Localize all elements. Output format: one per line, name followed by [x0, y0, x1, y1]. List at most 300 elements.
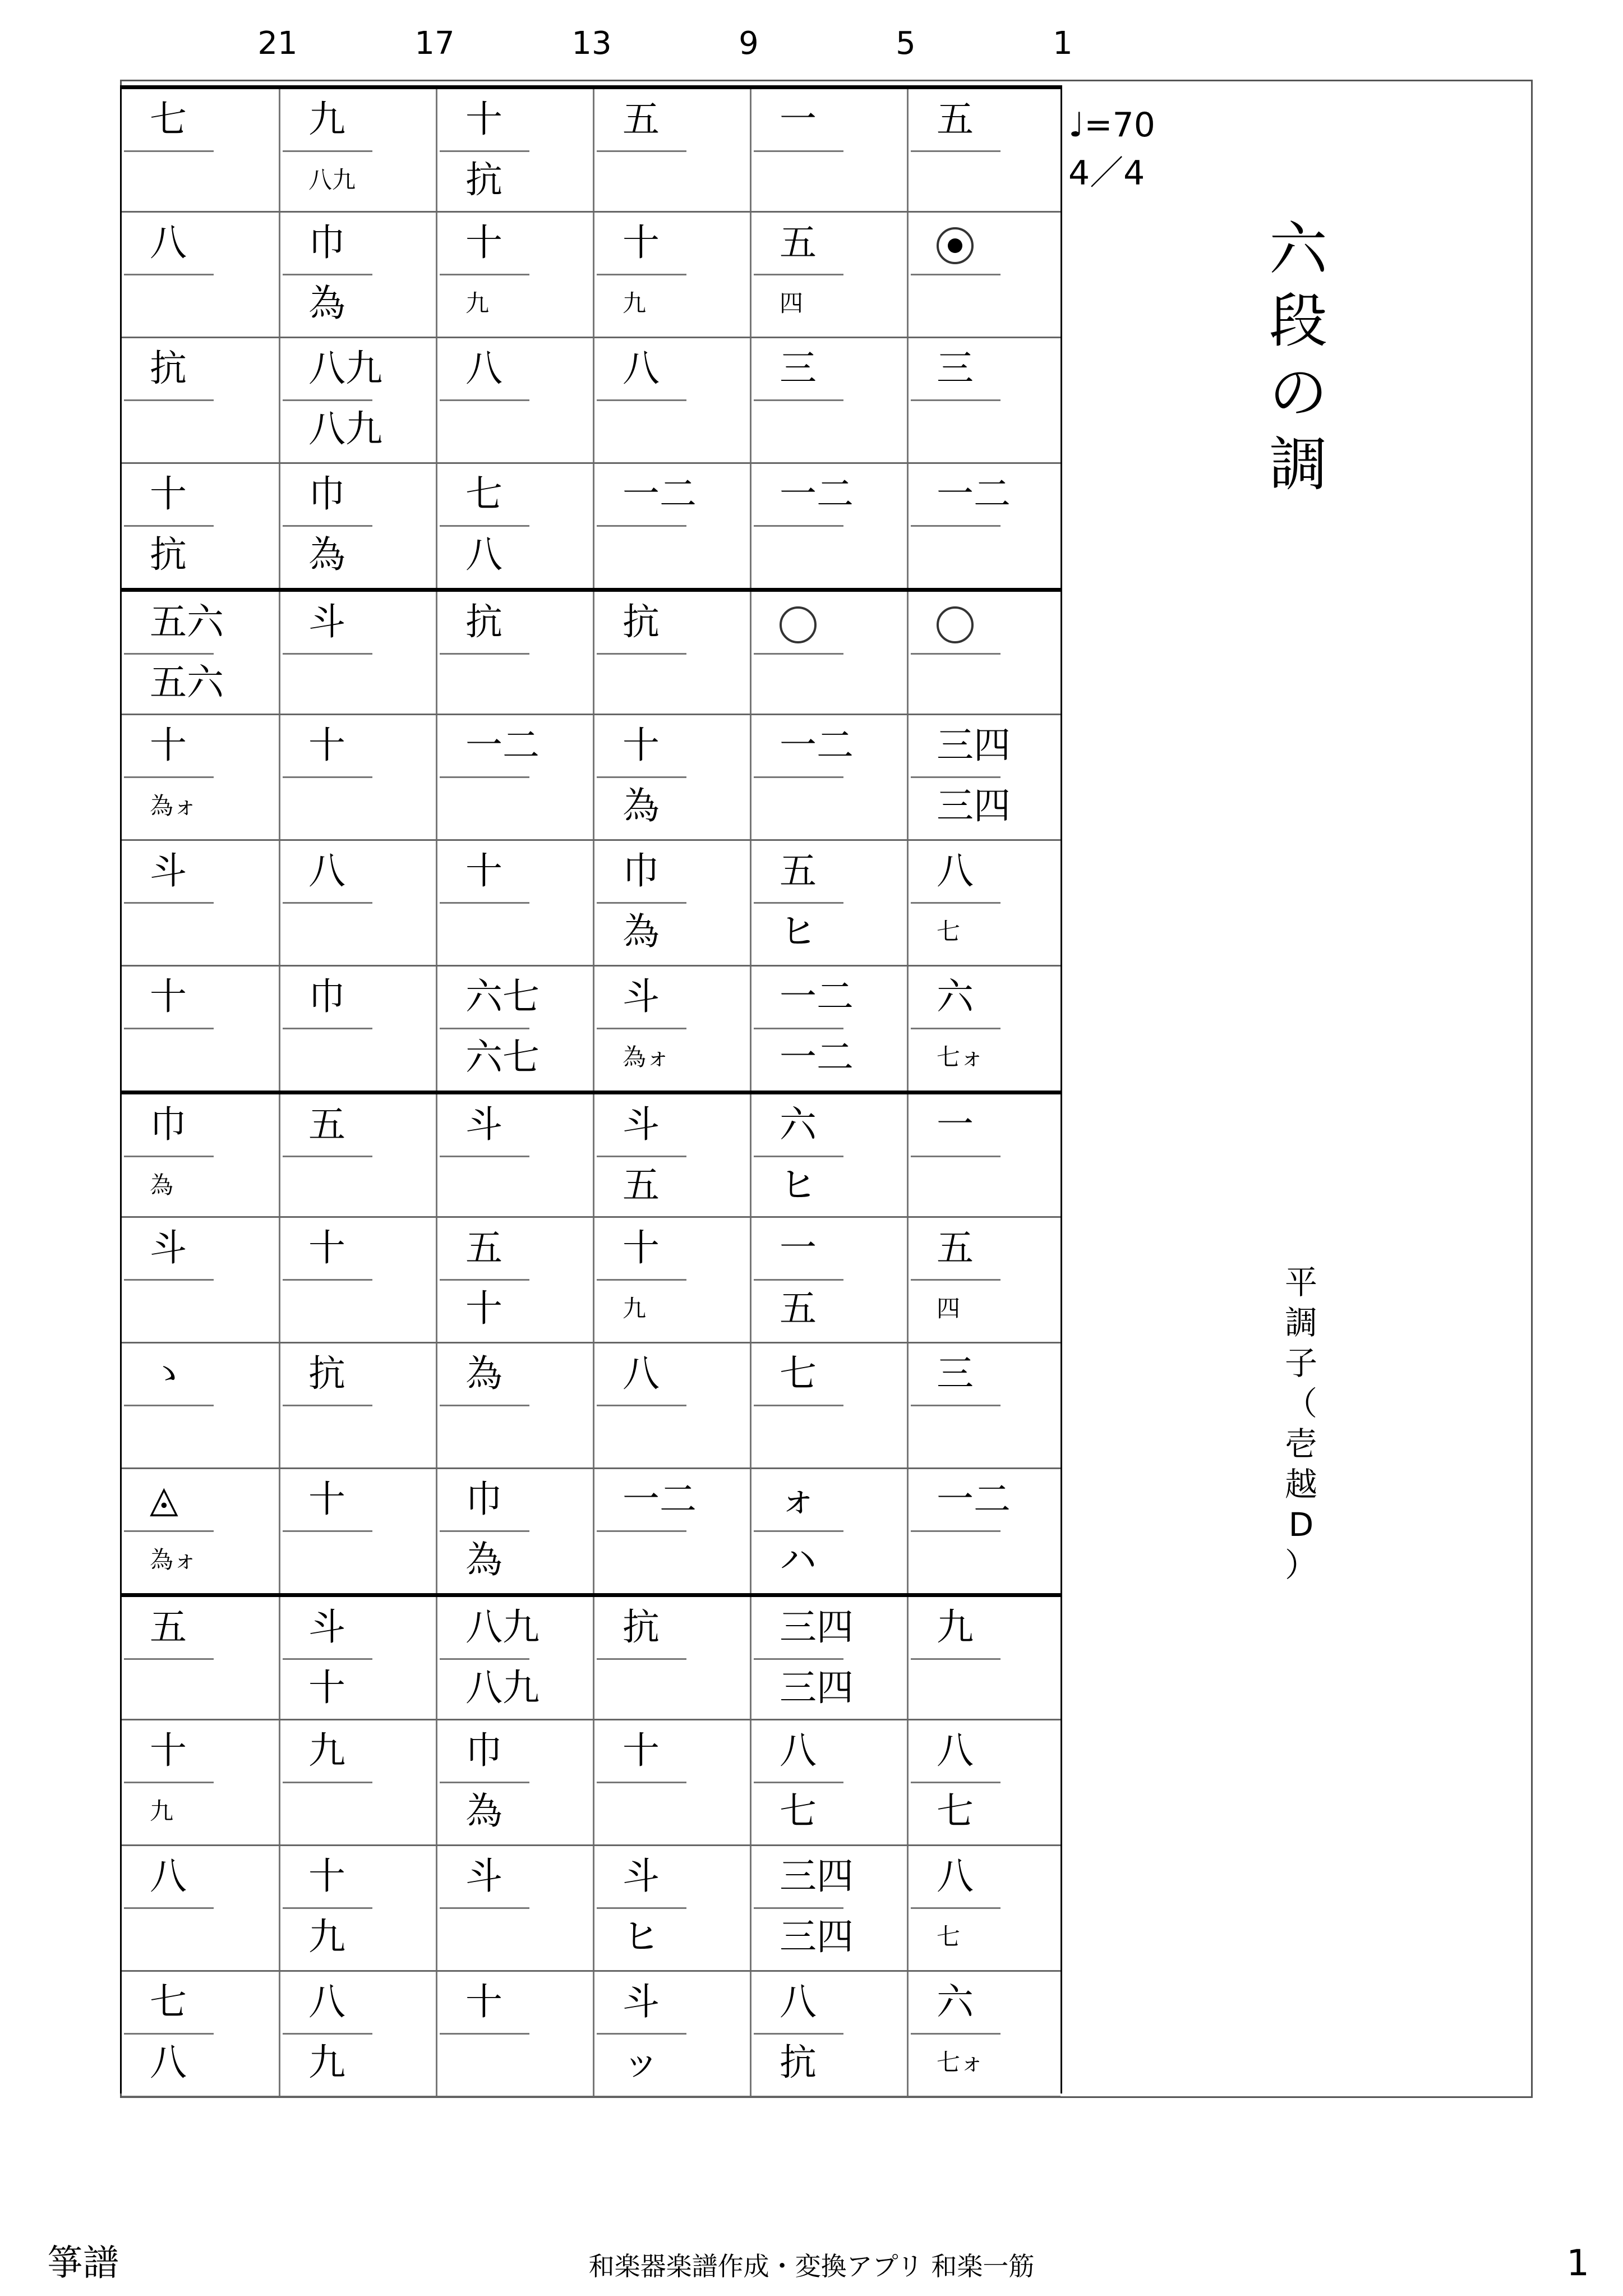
- note-lower: 為ォ: [150, 1546, 197, 1573]
- note-upper: 一二: [623, 472, 697, 516]
- note-lower: 八九: [308, 166, 356, 194]
- note-upper: 一二: [623, 1478, 697, 1521]
- beat-line: [440, 399, 529, 401]
- score-row: [122, 85, 1061, 211]
- beat-line: [911, 1530, 1000, 1532]
- column-number: 17: [414, 25, 455, 62]
- note-upper: 斗: [623, 975, 660, 1018]
- score-row: [122, 1970, 1061, 2096]
- note-upper: 十: [308, 1226, 345, 1269]
- score-cell: [907, 89, 1064, 215]
- tuning-char: 越: [1284, 1465, 1317, 1503]
- score-cell: [436, 592, 593, 717]
- beat-line: [124, 902, 214, 904]
- score-cell: [436, 1343, 593, 1469]
- tempo-marking: [1068, 101, 1155, 197]
- note-upper: 斗: [150, 849, 187, 892]
- note-upper: 斗: [623, 1980, 660, 2023]
- beat-line: [597, 399, 686, 401]
- note-upper: 一: [937, 1103, 974, 1146]
- note-upper: 一二: [780, 724, 854, 767]
- note-upper: 十: [465, 1980, 502, 2023]
- score-cell: [436, 338, 593, 464]
- column-number-header: [0, 21, 1623, 66]
- score-cell: [279, 1972, 436, 2097]
- score-cell: [436, 1972, 593, 2097]
- beat-line: [124, 399, 214, 401]
- note-upper: 八: [308, 1980, 345, 2023]
- score-cell: [122, 213, 279, 338]
- note-upper: 八: [780, 1980, 817, 2023]
- score-cell: [436, 1218, 593, 1343]
- score-cell: [436, 1094, 593, 1220]
- tuning-label: [1273, 1262, 1329, 1585]
- beat-line: [124, 1658, 214, 1660]
- beat-line: [440, 1405, 529, 1406]
- beat-line: [597, 1405, 686, 1406]
- score-cell: [593, 1469, 750, 1595]
- note-lower: 為: [623, 784, 660, 827]
- note-lower: 七: [937, 1923, 961, 1950]
- note-upper: ゝ: [150, 1352, 187, 1395]
- beat-line: [124, 1028, 214, 1029]
- tuning-char: D: [1288, 1506, 1314, 1544]
- score-cell: [279, 841, 436, 967]
- score-cell: [750, 1218, 907, 1343]
- note-upper: 十: [150, 724, 187, 767]
- score-row: [122, 714, 1061, 839]
- beat-line: [440, 653, 529, 655]
- note-upper: 十: [150, 1729, 187, 1772]
- score-cell: [122, 1597, 279, 1723]
- note-upper: 斗: [465, 1855, 502, 1898]
- score-row: [122, 1467, 1061, 1593]
- note-upper: 巾: [308, 221, 345, 264]
- note-upper: 三四: [937, 724, 1011, 767]
- beat-line: [597, 150, 686, 152]
- tuning-char: 平: [1284, 1263, 1317, 1301]
- score-cell: [436, 841, 593, 967]
- score-cell: [122, 338, 279, 464]
- score-cell: [750, 1469, 907, 1595]
- beat-line: [911, 1156, 1000, 1157]
- score-cell: [122, 1469, 279, 1595]
- page-number: 1: [1566, 2243, 1589, 2284]
- score-cell: [907, 967, 1064, 1092]
- note-upper: 十: [308, 724, 345, 767]
- score-cell: [907, 338, 1064, 464]
- beat-line: [597, 525, 686, 527]
- note-lower: 八九: [465, 1666, 540, 1709]
- note-lower: 七ォ: [937, 1043, 984, 1071]
- score-cell: [436, 464, 593, 590]
- note-upper: 十: [308, 1855, 345, 1898]
- score-cell: [279, 464, 436, 590]
- beat-line: [283, 1405, 372, 1406]
- tuning-char: 調: [1284, 1304, 1317, 1342]
- title-char: 調: [1269, 430, 1327, 499]
- note-upper: 一二: [780, 472, 854, 516]
- note-upper: 七: [150, 1980, 187, 2023]
- note-upper: [937, 215, 974, 271]
- koto-score-table: [120, 85, 1062, 2093]
- note-upper: 斗: [308, 1605, 345, 1649]
- score-cell: [750, 1846, 907, 1972]
- score-cell: [436, 1597, 593, 1723]
- beat-line: [283, 1156, 372, 1157]
- score-cell: [593, 841, 750, 967]
- score-cell: [279, 1218, 436, 1343]
- note-upper: 八: [937, 849, 974, 892]
- note-upper: 一二: [465, 724, 540, 767]
- score-row: [122, 1091, 1061, 1216]
- note-lower: 為: [623, 910, 660, 953]
- note-upper: 十: [623, 724, 660, 767]
- score-cell: [750, 1597, 907, 1723]
- score-cell: [122, 1846, 279, 1972]
- score-row: [122, 965, 1061, 1091]
- note-upper: 九: [308, 98, 345, 141]
- note-upper: 五: [780, 221, 817, 264]
- column-number: 13: [571, 25, 612, 62]
- score-cell: [593, 592, 750, 717]
- beat-line: [283, 902, 372, 904]
- score-cell: [279, 715, 436, 841]
- score-bottom-line: [122, 2096, 1061, 2097]
- score-cell: [907, 1094, 1064, 1220]
- score-cell: [122, 1343, 279, 1469]
- note-upper: 五: [623, 98, 660, 141]
- score-cell: [907, 1343, 1064, 1469]
- note-lower: 抗: [780, 2041, 817, 2084]
- score-cell: [279, 89, 436, 215]
- beat-line: [911, 1658, 1000, 1660]
- title-char: 六: [1269, 215, 1327, 283]
- beat-line: [283, 653, 372, 655]
- score-cell: [593, 89, 750, 215]
- score-row: [122, 337, 1061, 462]
- score-cell: [750, 1720, 907, 1846]
- score-cell: [750, 841, 907, 967]
- note-upper: 八: [623, 1352, 660, 1395]
- score-cell: [279, 1846, 436, 1972]
- note-lower: 十: [465, 1287, 502, 1330]
- note-upper: 八: [937, 1729, 974, 1772]
- score-cell: [436, 1469, 593, 1595]
- beat-line: [283, 1279, 372, 1281]
- score-cell: [122, 592, 279, 717]
- note-upper: 十: [150, 975, 187, 1018]
- score-cell: [593, 715, 750, 841]
- note-upper: 一二: [937, 472, 1011, 516]
- note-upper: 巾: [308, 472, 345, 516]
- note-lower: 為: [150, 1171, 174, 1199]
- note-lower: 抗: [465, 158, 502, 201]
- score-cell: [122, 715, 279, 841]
- score-cell: [279, 1597, 436, 1723]
- column-number: 5: [896, 25, 916, 62]
- score-cell: [907, 1218, 1064, 1343]
- note-upper: 十: [150, 472, 187, 516]
- note-lower: 九: [308, 2041, 345, 2084]
- note-upper: 巾: [150, 1103, 187, 1146]
- score-cell: [750, 1094, 907, 1220]
- note-upper: 巾: [623, 849, 660, 892]
- note-upper: 三: [937, 347, 974, 390]
- note-upper: [780, 594, 817, 650]
- score-cell: [593, 1846, 750, 1972]
- beat-line: [124, 1405, 214, 1406]
- note-upper: 九: [937, 1605, 974, 1649]
- score-cell: [750, 967, 907, 1092]
- score-cell: [750, 338, 907, 464]
- note-lower: ヒ: [780, 910, 817, 953]
- note-upper: 五: [465, 1226, 502, 1269]
- note-upper: 八: [623, 347, 660, 390]
- note-upper: 六七: [465, 975, 540, 1018]
- score-row: [122, 462, 1061, 588]
- beat-line: [754, 150, 843, 152]
- score-cell: [279, 1094, 436, 1220]
- column-number: 9: [739, 25, 759, 62]
- note-lower: 一二: [780, 1036, 854, 1079]
- beat-line: [124, 274, 214, 275]
- score-cell: [122, 1218, 279, 1343]
- note-upper: 斗: [308, 600, 345, 643]
- beat-line: [911, 274, 1000, 275]
- beat-line: [440, 902, 529, 904]
- note-lower: ヒ: [780, 1163, 817, 1207]
- score-cell: [750, 592, 907, 717]
- note-upper: 五: [937, 1226, 974, 1269]
- note-lower: 九: [465, 289, 490, 317]
- note-lower: 八: [465, 533, 502, 576]
- tuning-char: 壱: [1284, 1425, 1317, 1463]
- note-lower: 九: [308, 1915, 345, 1958]
- note-upper: 八九: [465, 1605, 540, 1649]
- note-upper: 為: [465, 1352, 502, 1395]
- score-row: [122, 1342, 1061, 1467]
- beat-line: [754, 525, 843, 527]
- note-upper: 十: [623, 1729, 660, 1772]
- note-upper: 七: [150, 98, 187, 141]
- score-cell: [436, 1720, 593, 1846]
- score-cell: [122, 464, 279, 590]
- score-cell: [907, 1972, 1064, 2097]
- note-upper: 五: [937, 98, 974, 141]
- note-upper: 巾: [308, 975, 345, 1018]
- note-lower: 三四: [780, 1915, 854, 1958]
- beat-line: [597, 653, 686, 655]
- score-cell: [907, 715, 1064, 841]
- filled-circle-icon: [937, 227, 974, 264]
- note-lower: 九: [623, 1295, 647, 1322]
- note-upper: 巾: [465, 1729, 502, 1772]
- score-cell: [907, 592, 1064, 717]
- score-cell: [907, 1597, 1064, 1723]
- note-lower: ッ: [623, 2041, 660, 2084]
- piece-title: [1262, 213, 1335, 500]
- note-upper: 六: [780, 1103, 817, 1146]
- note-lower: 抗: [150, 533, 187, 576]
- note-lower: 為: [465, 1538, 502, 1581]
- tuning-char: （: [1284, 1384, 1317, 1423]
- note-lower: 七ォ: [937, 2049, 984, 2076]
- score-row: [122, 1719, 1061, 1844]
- note-upper: 抗: [623, 1605, 660, 1649]
- note-upper: 斗: [465, 1103, 502, 1146]
- score-cell: [593, 338, 750, 464]
- beat-line: [440, 776, 529, 778]
- score-cell: [750, 464, 907, 590]
- note-upper: 七: [780, 1352, 817, 1395]
- note-upper: 五: [780, 849, 817, 892]
- score-cell: [907, 1469, 1064, 1595]
- score-cell: [436, 213, 593, 338]
- note-upper: 一二: [937, 1478, 1011, 1521]
- note-lower: 七: [937, 918, 961, 945]
- note-lower: 七: [937, 1789, 974, 1833]
- note-upper: 七: [465, 472, 502, 516]
- note-upper: 十: [465, 98, 502, 141]
- score-row: [122, 1593, 1061, 1719]
- beat-line: [124, 150, 214, 152]
- note-upper: 三四: [780, 1605, 854, 1649]
- beat-line: [754, 653, 843, 655]
- score-cell: [279, 592, 436, 717]
- note-upper: 八: [937, 1855, 974, 1898]
- score-cell: [279, 213, 436, 338]
- score-cell: [122, 841, 279, 967]
- note-upper: 抗: [623, 600, 660, 643]
- note-upper: 八九: [308, 347, 382, 390]
- beat-line: [283, 1782, 372, 1783]
- score-cell: [907, 213, 1064, 338]
- note-lower: 四: [780, 289, 804, 317]
- note-upper: 六: [937, 975, 974, 1018]
- note-lower: 六七: [465, 1036, 540, 1079]
- tuning-char: ）: [1284, 1546, 1317, 1584]
- note-upper: 一二: [780, 975, 854, 1018]
- beat-line: [754, 399, 843, 401]
- note-lower: 四: [937, 1295, 961, 1322]
- title-char: の: [1269, 358, 1327, 427]
- score-row: [122, 211, 1061, 337]
- note-lower: 為: [465, 1789, 502, 1833]
- title-char: 段: [1269, 287, 1327, 355]
- column-number: 21: [257, 25, 298, 62]
- note-lower: ヒ: [623, 1915, 660, 1958]
- score-cell: [593, 1218, 750, 1343]
- score-row: [122, 1216, 1061, 1342]
- note-upper: 一: [780, 98, 817, 141]
- note-upper: 六: [937, 1980, 974, 2023]
- score-cell: [122, 1094, 279, 1220]
- score-cell: [122, 89, 279, 215]
- beat-line: [597, 1782, 686, 1783]
- beat-line: [911, 399, 1000, 401]
- score-row: [122, 588, 1061, 714]
- note-upper: 十: [623, 1226, 660, 1269]
- score-cell: [750, 213, 907, 338]
- score-cell: [907, 1846, 1064, 1972]
- note-upper: 三四: [780, 1855, 854, 1898]
- time-signature: 4／4: [1068, 154, 1145, 193]
- note-upper: 巾: [465, 1478, 502, 1521]
- score-cell: [122, 1720, 279, 1846]
- note-lower: 九: [150, 1797, 174, 1825]
- beat-line: [283, 1028, 372, 1029]
- beat-line: [754, 1405, 843, 1406]
- beat-line: [911, 525, 1000, 527]
- score-row: [122, 839, 1061, 965]
- beat-line: [440, 1156, 529, 1157]
- score-cell: [593, 1972, 750, 2097]
- note-lower: 五: [780, 1287, 817, 1330]
- score-cell: [279, 1720, 436, 1846]
- note-lower: 五六: [150, 661, 224, 704]
- note-upper: 八: [308, 849, 345, 892]
- score-cell: [122, 1972, 279, 2097]
- score-cell: [593, 464, 750, 590]
- score-cell: [750, 1343, 907, 1469]
- note-upper: 八: [780, 1729, 817, 1772]
- score-cell: [279, 1469, 436, 1595]
- note-lower: 三四: [937, 784, 1011, 827]
- note-lower: 八九: [308, 407, 382, 450]
- tuning-char: 子: [1284, 1344, 1317, 1382]
- beat-line: [440, 2033, 529, 2035]
- beat-line: [283, 1530, 372, 1532]
- beat-line: [124, 1907, 214, 1909]
- score-cell: [750, 1972, 907, 2097]
- note-lower: 七: [780, 1789, 817, 1833]
- note-upper: 八: [150, 1855, 187, 1898]
- score-row: [122, 1844, 1061, 1970]
- footer-app-name: 和楽器楽譜作成・変換アプリ 和楽一筋: [588, 2251, 1035, 2281]
- column-number: 1: [1053, 25, 1073, 62]
- note-lower: 為ォ: [623, 1043, 670, 1071]
- beat-line: [911, 1405, 1000, 1406]
- score-cell: [593, 1343, 750, 1469]
- note-lower: ハ: [780, 1538, 817, 1581]
- score-cell: [907, 1720, 1064, 1846]
- score-cell: [436, 89, 593, 215]
- note-upper: 五: [308, 1103, 345, 1146]
- score-cell: [907, 464, 1064, 590]
- beat-line: [911, 150, 1000, 152]
- score-cell: [593, 967, 750, 1092]
- score-cell: [436, 967, 593, 1092]
- score-cell: [750, 715, 907, 841]
- note-lower: 五: [623, 1163, 660, 1207]
- note-upper: ◬: [150, 1478, 178, 1521]
- note-upper: 斗: [623, 1855, 660, 1898]
- note-upper: 斗: [623, 1103, 660, 1146]
- note-upper: 八: [150, 221, 187, 264]
- note-upper: 五六: [150, 600, 224, 643]
- score-cell: [907, 841, 1064, 967]
- score-cell: [279, 1343, 436, 1469]
- note-upper: 三: [780, 347, 817, 390]
- note-upper: 十: [465, 221, 502, 264]
- note-upper: 斗: [150, 1226, 187, 1269]
- rest-circle-icon: [780, 606, 817, 643]
- beat-line: [283, 776, 372, 778]
- note-lower: 十: [308, 1666, 345, 1709]
- beat-line: [124, 1279, 214, 1281]
- note-upper: 十: [623, 221, 660, 264]
